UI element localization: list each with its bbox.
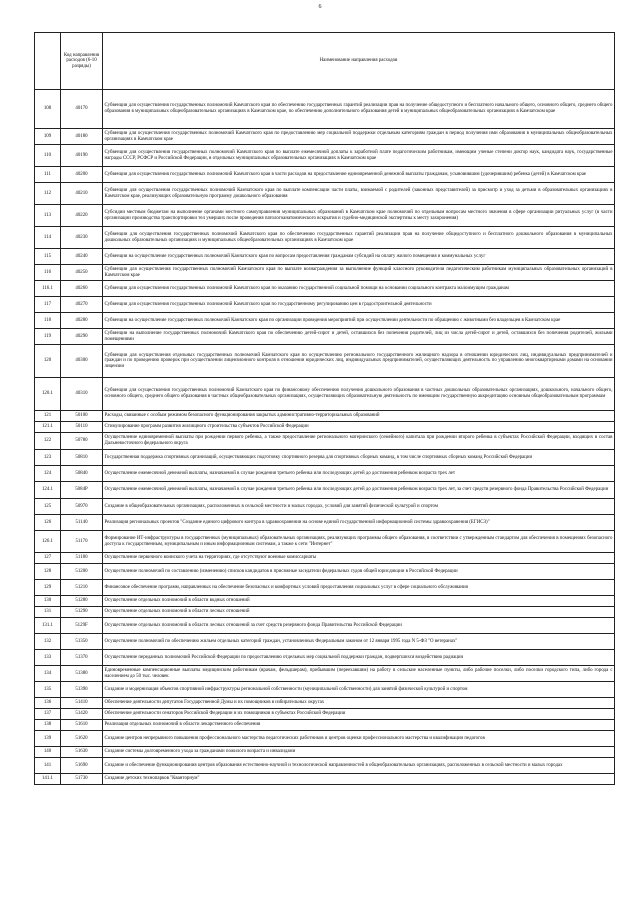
expense-description: Единовременные компенсационные выплаты медицинским работникам (врачам, фельдшерам), прибывшим (переехавшим) на работу в сельские населенные пункты, либо рабочие поселки, либо поселки городского типа, либо города с населением до 50 тыс. человек (103, 666, 615, 682)
expense-description: Формирование ИТ-инфраструктуры в государственных (муниципальных) образовательных организациях, реализующих программы общего образования, в соответствии с утвержденным стандартом для обеспечения в помещениях безопасного доступа к государственным, муниципальным и иным информационным системам, а также к сети "Интернет" (103, 531, 615, 553)
expense-code: 40280 (61, 313, 103, 329)
header-code: Код направления расходов (6-10 разряды) (61, 33, 103, 90)
expense-code: 51210 (61, 580, 103, 596)
table-row (35, 482, 615, 499)
expense-description: Субвенции для осуществления государственных полномочий Камчатского края по предоставлению мер социальной поддержки отдельным категориям граждан в период получения ими образования в муниципальных общеобразовательных организациях в Камчатском крае (103, 129, 615, 145)
expense-description: Создание в общеобразовательных организациях, расположенных в сельской местности и малых городах, условий для занятий физической культурой и спортом (103, 499, 615, 515)
row-number: 118 (35, 313, 61, 329)
expense-code: 51730 (61, 774, 103, 785)
expense-description: Государственная поддержка спортивных организаций, осуществляющих подготовку спортивного резерва для спортивных сборных команд, в том числе спортивных сборных команд Российской Федерации (103, 450, 615, 466)
expense-description: Субвенции на осуществление государственных полномочий Камчатского края по организации проведения мероприятий при осуществлении деятельности по обращению с животными без владельцев в Камчатском крае (103, 313, 615, 329)
table-row (35, 607, 615, 618)
expense-code: 51620 (61, 731, 103, 747)
expense-code: 51170 (61, 531, 103, 553)
row-number: 133 (35, 650, 61, 666)
expense-description: Осуществление переданных полномочий Российской Федерации по предоставлению отдельных мер социальной поддержки граждан, подвергшихся воздействию радиации (103, 650, 615, 666)
expense-description: Субвенции для осуществления государственных полномочий Камчатского края по выплате компенсации части платы, взимаемой с родителей (законных представителей) за присмотр и уход за детьми в образовательных организациях в Камчатском крае, реализующих образовательную программу дошкольного образования (103, 183, 615, 205)
table-row (35, 281, 615, 297)
row-number: 140 (35, 747, 61, 758)
expense-code: 50780 (61, 433, 103, 450)
expense-code: 50970 (61, 499, 103, 515)
expense-description: Создание системы долговременного ухода за гражданами пожилого возраста и инвалидами (103, 747, 615, 758)
row-number: 119 (35, 329, 61, 345)
expense-description: Осуществление отдельных полномочий в области лесных отношений (103, 607, 615, 618)
row-number: 113 (35, 205, 61, 227)
table-row (35, 731, 615, 747)
table-row (35, 466, 615, 482)
expense-code: 40220 (61, 205, 103, 227)
expense-description: Субвенции для осуществления государственных полномочий Камчатского края по выплате вознаграждения за выполнение функций классного руководителя педагогическим работникам муниципальных образовательных организаций в Камчатском крае (103, 265, 615, 281)
table-row (35, 329, 615, 345)
expense-code: 51180 (61, 553, 103, 564)
expense-code: 50810 (61, 450, 103, 466)
expense-description: Осуществление ежемесячной денежной выплаты, назначаемой в случае рождения третьего ребенка или последующих детей до достижения ребенком возраста трех лет (103, 466, 615, 482)
expense-description: Расходы, связанные с особым режимом безопасного функционирования закрытых административно-территориальных образований (103, 411, 615, 422)
expense-code: 5084P (61, 482, 103, 499)
row-number: 108 (35, 90, 61, 129)
expense-code: 40210 (61, 183, 103, 205)
expense-directions-table (34, 32, 615, 785)
expense-description: Реализация отдельных полномочий в области лекарственного обеспечения (103, 720, 615, 731)
expense-description: Создание центров непрерывного повышения профессионального мастерства педагогических работников и центров оценки профессионального мастерства и квалификации педагогов (103, 731, 615, 747)
row-number: 122 (35, 433, 61, 450)
expense-code: 51370 (61, 650, 103, 666)
row-number: 117 (35, 297, 61, 313)
row-number: 126.1 (35, 531, 61, 553)
expense-code: 51610 (61, 720, 103, 731)
expense-code: 40250 (61, 265, 103, 281)
expense-code: 40240 (61, 249, 103, 265)
expense-description: Осуществление полномочий по обеспечению жильем отдельных категорий граждан, установленных Федеральным законом от 12 января 1995 года N 5-ФЗ "О ветеранах" (103, 634, 615, 650)
expense-code: 40300 (61, 345, 103, 378)
row-number: 131 (35, 607, 61, 618)
row-number: 121 (35, 411, 61, 422)
expense-description: Осуществление полномочий по составлению (изменению) списков кандидатов в присяжные заседатели федеральных судов общей юрисдикции в Российской Федерации (103, 564, 615, 580)
row-number: 125 (35, 499, 61, 515)
expense-description: Обеспечение деятельности депутатов Государственной Думы и их помощников в избирательных округах (103, 698, 615, 709)
table-header-row (35, 33, 615, 90)
table-row (35, 433, 615, 450)
expense-code: 40200 (61, 167, 103, 183)
expense-code: 51140 (61, 515, 103, 531)
table-row (35, 758, 615, 774)
table-row (35, 297, 615, 313)
table-row (35, 227, 615, 249)
expense-description: Финансовое обеспечение программ, направленных на обеспечение безопасных и комфортных условий предоставления социальных услуг в сфере социального обслуживания (103, 580, 615, 596)
expense-code: 51630 (61, 747, 103, 758)
row-number: 109 (35, 129, 61, 145)
table-row (35, 650, 615, 666)
row-number: 130 (35, 596, 61, 607)
row-number: 137 (35, 709, 61, 720)
row-number: 141 (35, 758, 61, 774)
expense-description: Субвенции для осуществления государственных полномочий Камчатского края в части расходов на предоставление единовременной денежной выплаты гражданам, усыновившим (удочерившим) ребенка (детей) в Камчатском крае (103, 167, 615, 183)
table-row (35, 634, 615, 650)
table-row (35, 313, 615, 329)
table-body (35, 90, 615, 785)
table-row (35, 682, 615, 698)
table-row (35, 720, 615, 731)
row-number: 141.1 (35, 774, 61, 785)
row-number: 121.1 (35, 422, 61, 433)
expense-code: 51280 (61, 596, 103, 607)
expense-code: 40170 (61, 90, 103, 129)
table-row (35, 580, 615, 596)
expense-description: Осуществление отдельных полномочий в области водных отношений (103, 596, 615, 607)
table-row (35, 564, 615, 580)
expense-code: 51200 (61, 564, 103, 580)
table-row (35, 553, 615, 564)
row-number: 110 (35, 145, 61, 167)
expense-description: Субвенции для осуществления государственных полномочий Камчатского края по оказанию государственной социальной помощи на основании социального контракта малоимущим гражданам (103, 281, 615, 297)
header-row-number (35, 33, 61, 90)
row-number: 126 (35, 515, 61, 531)
row-number: 111 (35, 167, 61, 183)
expense-code: 40180 (61, 129, 103, 145)
expense-code: 40290 (61, 329, 103, 345)
table-row (35, 145, 615, 167)
expense-code: 50110 (61, 422, 103, 433)
row-number: 132 (35, 634, 61, 650)
table-row (35, 450, 615, 466)
expense-description: Стимулирование программ развития жилищного строительства субъектов Российской Федерации (103, 422, 615, 433)
expense-description: Субвенции для осуществления государственных полномочий Камчатского края по обеспечению государственных гарантий реализации прав на получение общедоступного и бесплатного начального общего, основного общего, среднего общего образования в муниципальных общеобразовательных организациях в Камчатском крае, по обеспечению дополнительного образования детей в муниципальных общеобразовательных организациях в Камчатском крае (103, 90, 615, 129)
expense-code: 40260 (61, 281, 103, 297)
expense-description: Субвенции для осуществления государственных полномочий Камчатского края по государственному регулированию цен в градостроительной деятельности (103, 297, 615, 313)
expense-code: 40310 (61, 378, 103, 411)
table-row (35, 167, 615, 183)
expense-description: Осуществление отдельных полномочий в области лесных отношений за счет средств резервного фонда Правительства Российской Федерации (103, 618, 615, 634)
expense-code: 50840 (61, 466, 103, 482)
table-row (35, 129, 615, 145)
row-number: 131.1 (35, 618, 61, 634)
expense-code: 51420 (61, 709, 103, 720)
expense-description: Обеспечение деятельности сенаторов Российской Федерации и их помощников в субъектах Российской Федерации (103, 709, 615, 720)
expense-code: 51290 (61, 607, 103, 618)
table-row (35, 774, 615, 785)
expense-description: Создание детских технопарков "Кванториум" (103, 774, 615, 785)
row-number: 128 (35, 564, 61, 580)
expense-code: 50100 (61, 411, 103, 422)
table-row (35, 90, 615, 129)
row-number: 129 (35, 580, 61, 596)
expense-description: Создание и обеспечение функционирования центров образования естественно-научной и технологической направленностей в общеобразовательных организациях, расположенных в сельской местности и малых городах (103, 758, 615, 774)
expense-code: 51410 (61, 698, 103, 709)
row-number: 123 (35, 450, 61, 466)
table-row (35, 265, 615, 281)
table-row (35, 378, 615, 411)
expense-code: 51390 (61, 682, 103, 698)
table-row (35, 747, 615, 758)
row-number: 134 (35, 666, 61, 682)
expense-code: 40190 (61, 145, 103, 167)
expense-description: Субвенции для осуществления государственных полномочий Камчатского края по выплате ежемесячной доплаты к заработной плате педагогическим работникам, имеющим ученые степени доктор наук, кандидата наук, государственные награды СССР, РСФСР и Российской Федерации, в отдельных муниципальных образовательных организациях в Камчатском крае (103, 145, 615, 167)
row-number: 124 (35, 466, 61, 482)
expense-description: Создание и модернизация объектов спортивной инфраструктуры региональной собственности (муниципальной собственности) для занятий физической культурой и спортом (103, 682, 615, 698)
page-number: 6 (318, 4, 322, 10)
expense-description: Субсидии местным бюджетам на выполнение органами местного самоуправления муниципальных образований в Камчатском крае полномочий по отдельным вопросам местного значения в сфере организации ритуальных услуг (в части организации производства транспортировки тел умерших после проведения патологоанатомического вскрытия и судебно-медицинской экспертизы к месту захоронения) (103, 205, 615, 227)
expense-description: Осуществление первичного воинского учета на территориях, где отсутствуют военные комиссариаты (103, 553, 615, 564)
row-number: 115 (35, 249, 61, 265)
row-number: 138 (35, 720, 61, 731)
table-row (35, 698, 615, 709)
expense-code: 40230 (61, 227, 103, 249)
expense-description: Осуществление ежемесячной денежной выплаты, назначаемой в случае рождения третьего ребенка или последующих детей до достижения ребенком возраста трех лет, за счет средств резервного фонда Правительства Российской Федерации (103, 482, 615, 499)
row-number: 139 (35, 731, 61, 747)
table-row (35, 709, 615, 720)
expense-code: 51380 (61, 666, 103, 682)
table-row (35, 666, 615, 682)
table-row (35, 345, 615, 378)
table-row (35, 183, 615, 205)
table-row (35, 515, 615, 531)
row-number: 135 (35, 682, 61, 698)
row-number: 114 (35, 227, 61, 249)
expense-code: 40270 (61, 297, 103, 313)
table-row (35, 618, 615, 634)
expense-description: Субвенции на выполнение государственных полномочий Камчатского края по обеспечению детей-сирот и детей, оставшихся без попечения родителей, лиц из числа детей-сирот и детей, оставшихся без попечения родителей, жилыми помещениями (103, 329, 615, 345)
expense-description: Субвенции для осуществления отдельных государственных полномочий Камчатского края по осуществлению регионального государственного жилищного надзора в отношении юридических лиц, индивидуальных предпринимателей и граждан и по проведению проверок при осуществлении лицензионного контроля в отношении юридических лиц, индивидуальных предпринимателей, осуществляющих деятельность по управлению многоквартирными домами на основании лицензии (103, 345, 615, 378)
expense-code: 51690 (61, 758, 103, 774)
table-row (35, 249, 615, 265)
table-row (35, 596, 615, 607)
expense-description: Субвенции на осуществление государственных полномочий Камчатского края по вопросам предоставления гражданам субсидий на оплату жилого помещения и коммунальных услуг (103, 249, 615, 265)
table-row (35, 205, 615, 227)
table-row (35, 499, 615, 515)
expense-description: Реализация региональных проектов "Создание единого цифрового контура в здравоохранении на основе единой государственной информационной системы здравоохранения (ЕГИСЗ)" (103, 515, 615, 531)
expense-code: 5129F (61, 618, 103, 634)
row-number: 136 (35, 698, 61, 709)
row-number: 116.1 (35, 281, 61, 297)
expense-description: Субвенции для осуществления государственных полномочий Камчатского края по финансовому обеспечению получения дошкольного образования в частных дошкольных образовательных организациях, дошкольного, начального общего, основного общего, среднего общего образования в частных общеобразовательных организациях, осуществляющих образовательную деятельность по имеющим государственную аккредитацию основным общеобразовательным программам (103, 378, 615, 411)
header-name: Наименование направления расходов (103, 33, 615, 90)
expense-description: Осуществление единовременной выплаты при рождении первого ребенка, а также предоставление регионального материнского (семейного) капитала при рождении второго ребенка в субъектах Российской Федерации, входящих в состав Дальневосточного федерального округа (103, 433, 615, 450)
expense-code: 51350 (61, 634, 103, 650)
row-number: 112 (35, 183, 61, 205)
table-row (35, 411, 615, 422)
table-row (35, 531, 615, 553)
expense-description: Субвенции для осуществления государственных полномочий Камчатского края по обеспечению государственных гарантий реализации прав на получение общедоступного и бесплатного дошкольного образования в муниципальных дошкольных образовательных организациях и муниципальных общеобразовательных организациях в Камчатском крае (103, 227, 615, 249)
row-number: 120.1 (35, 378, 61, 411)
row-number: 124.1 (35, 482, 61, 499)
row-number: 127 (35, 553, 61, 564)
table-row (35, 422, 615, 433)
row-number: 120 (35, 345, 61, 378)
row-number: 116 (35, 265, 61, 281)
